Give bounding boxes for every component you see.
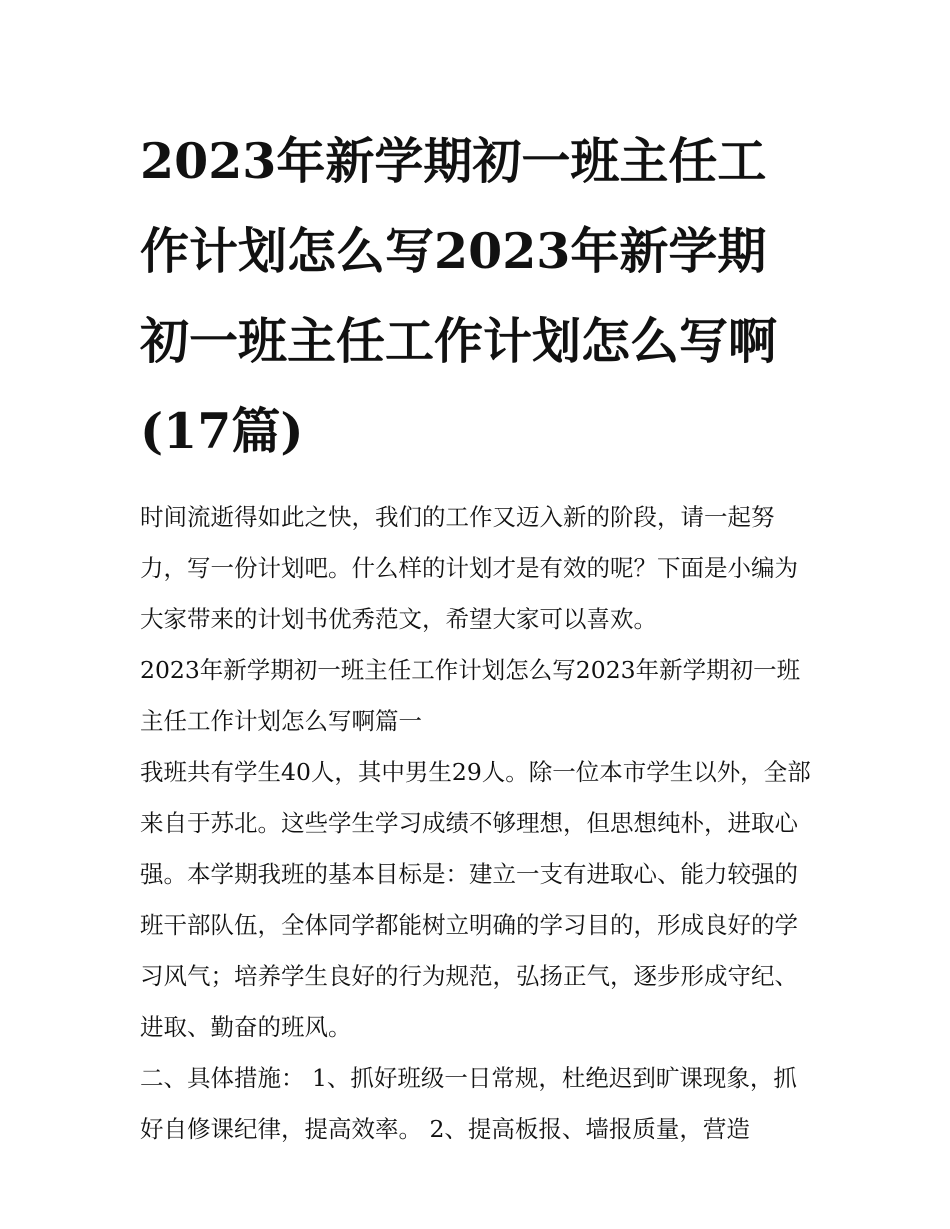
section-heading: 2023年新学期初一班主任工作计划怎么写2023年新学期初一班主任工作计划怎么写啊篇一 — [140, 656, 801, 735]
measures-paragraph: 二、具体措施： 1、抓好班级一日常规，杜绝迟到旷课现象，抓好自修课纪律，提高效率。 2、提高板报、墙报质量，营造 — [140, 1064, 797, 1143]
document-title: 2023年新学期初一班主任工作计划怎么写2023年新学期初一班主任工作计划怎么写啊(17篇) — [140, 132, 778, 460]
document-page — [140, 116, 812, 1155]
intro-paragraph: 时间流逝得如此之快，我们的工作又迈入新的阶段，请一起努力，写一份计划吧。什么样的计划才是有效的呢？下面是小编为大家带来的计划书优秀范文，希望大家可以喜欢。 — [140, 503, 798, 633]
body-paragraph: 我班共有学生40人，其中男生29人。除一位本市学生以外，全部来自于苏北。这些学生学习成绩不够理想，但思想纯朴，进取心强。本学期我班的基本目标是：建立一支有进取心、能力较强的班干部队伍，全体同学都能树立明确的学习目的，形成良好的学习风气；培养学生良好的行为规范，弘扬正气，逐步形成守纪、进取、勤奋的班风。 — [140, 758, 811, 1041]
